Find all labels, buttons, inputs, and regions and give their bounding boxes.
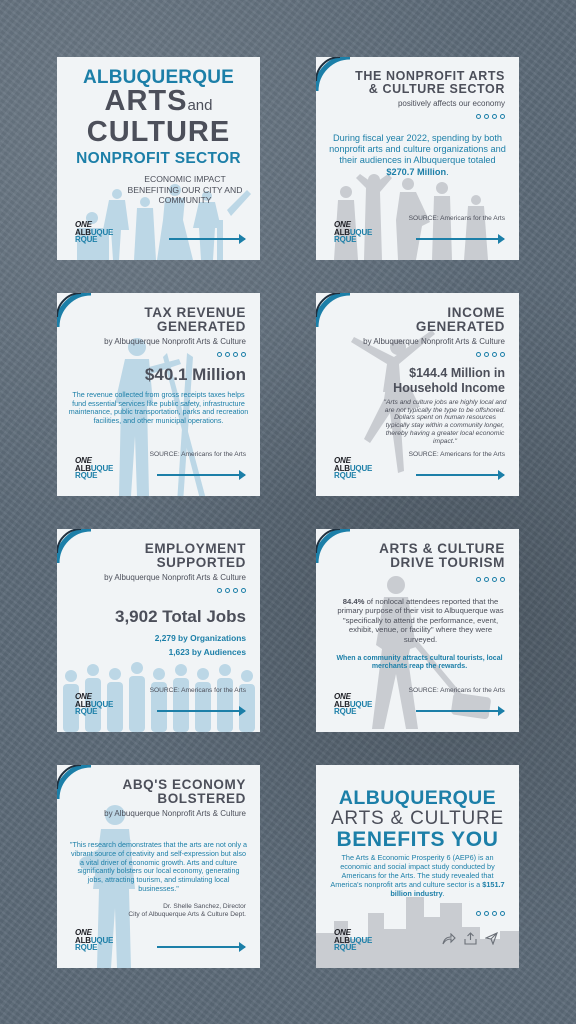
title-albuquerque: ALBUQUERQUE bbox=[82, 67, 235, 88]
arrow-right-icon[interactable] bbox=[416, 706, 504, 716]
one-albuquerque-logo: ONE ALBUQUE RQUE bbox=[75, 692, 114, 717]
source-text: SOURCE: Americans for the Arts bbox=[408, 451, 505, 458]
card-title: INCOME GENERATED bbox=[415, 305, 505, 334]
pagination-dots-icon bbox=[476, 114, 505, 119]
household-income-amount: $144.4 Million in Household Income bbox=[393, 366, 505, 395]
one-albuquerque-logo: ONE ALBUQUE RQUE bbox=[334, 220, 373, 245]
director-quote: "This research demonstrates that the arts are not only a vibrant source of creativity and self-expression but also a vital driver of economic growth. Arts and culture significantly bolsters our local economy, generating jobs, attracting tourism, and stimulating local businesses." bbox=[69, 840, 248, 893]
title-arts-culture: ARTS & CULTURE bbox=[330, 808, 505, 829]
jobs-breakdown: 2,279 by Organizations 1,623 by Audiences bbox=[154, 633, 246, 658]
card-benefits-you[interactable] bbox=[316, 765, 519, 968]
arrow-right-icon[interactable] bbox=[157, 706, 245, 716]
card-subtitle: by Albuquerque Nonprofit Arts & Culture bbox=[363, 337, 505, 346]
pagination-dots-icon bbox=[217, 588, 246, 593]
card-body: The revenue collected from gross receipts taxes helps fund essential services like public safety, infrastructure maintenance, public transportation, parks and recreation facilities, and other municipal operations. bbox=[68, 390, 249, 425]
arrow-right-icon[interactable] bbox=[157, 470, 245, 480]
card-subtitle: by Albuquerque Nonprofit Arts & Culture bbox=[104, 337, 246, 346]
one-albuquerque-logo: ONE ALBUQUE RQUE bbox=[75, 456, 114, 481]
source-text: SOURCE: Americans for the Arts bbox=[408, 687, 505, 694]
arc-corner-icon bbox=[57, 529, 93, 565]
pagination-dots-icon bbox=[217, 352, 246, 357]
one-albuquerque-logo: ONE ALBUQUE RQUE bbox=[75, 928, 114, 953]
source-text: SOURCE: Americans for the Arts bbox=[149, 451, 246, 458]
card-tourism[interactable] bbox=[316, 529, 519, 732]
title-nonprofit-sector: NONPROFIT SECTOR bbox=[76, 150, 241, 167]
card-title: TAX REVENUE GENERATED bbox=[144, 305, 246, 334]
arrow-right-icon[interactable] bbox=[157, 942, 245, 952]
title-albuquerque: ALBUQUERQUE bbox=[338, 787, 497, 809]
card-title: THE NONPROFIT ARTS & CULTURE SECTOR bbox=[355, 69, 505, 96]
arc-corner-icon bbox=[316, 529, 352, 565]
card-title: EMPLOYMENT SUPPORTED bbox=[144, 541, 246, 570]
card-subtitle: by Albuquerque Nonprofit Arts & Culture bbox=[104, 573, 246, 582]
title-benefits-you: BENEFITS YOU bbox=[336, 828, 499, 851]
arc-corner-icon bbox=[316, 57, 352, 93]
card-tax-revenue[interactable] bbox=[57, 293, 260, 496]
arrow-right-icon[interactable] bbox=[169, 234, 245, 244]
tax-revenue-amount: $40.1 Million bbox=[144, 365, 246, 384]
arrow-right-icon[interactable] bbox=[416, 234, 504, 244]
tourism-stat: 84.4% of nonlocal attendees reported that the primary purpose of their visit to Albuquerque was "specifically to attend the performance, event, exhibit, venue, or facility" where they were surveyed. bbox=[337, 597, 504, 644]
card-nonprofit-sector[interactable] bbox=[316, 57, 519, 260]
title-culture: CULTURE bbox=[86, 116, 231, 148]
aep6-description: The Arts & Economic Prosperity 6 (AEP6) is an economic and social impact study conducted by Americans for the Arts. The study revealed that America's nonprofit arts and culture sector is a $151.7 billion industry. bbox=[330, 853, 505, 898]
send-icon[interactable] bbox=[485, 932, 498, 945]
card-income-generated[interactable] bbox=[316, 293, 519, 496]
card-title: ABQ'S ECONOMY BOLSTERED bbox=[122, 777, 246, 806]
card-title: ARTS & CULTURE DRIVE TOURISM bbox=[379, 541, 505, 570]
card-economy-bolstered[interactable] bbox=[57, 765, 260, 968]
one-albuquerque-logo: ONE ALBUQUE RQUE bbox=[334, 456, 373, 481]
card-subtitle: by Albuquerque Nonprofit Arts & Culture bbox=[104, 809, 246, 818]
one-albuquerque-logo: ONE ALBUQUE RQUE bbox=[334, 928, 373, 953]
arc-corner-icon bbox=[57, 293, 93, 329]
source-text: SOURCE: Americans for the Arts bbox=[408, 215, 505, 222]
pagination-dots-icon bbox=[476, 911, 505, 916]
share-icon[interactable] bbox=[442, 933, 456, 945]
one-albuquerque-logo: ONE ALBUQUE RQUE bbox=[334, 692, 373, 717]
pagination-dots-icon bbox=[476, 577, 505, 582]
source-text: SOURCE: Americans for the Arts bbox=[149, 687, 246, 694]
card-employment[interactable] bbox=[57, 529, 260, 732]
income-quote: "Arts and culture jobs are highly local and are not typically the type to be offshored. Dollars spent on human resources typically stay within a community longer, thereby having a greater local economic impact." bbox=[383, 399, 507, 445]
total-jobs: 3,902 Total Jobs bbox=[114, 607, 246, 626]
title-arts: ARTSand bbox=[104, 85, 213, 117]
subtitle-economic-impact: ECONOMIC IMPACT BENEFITING OUR CITY AND COMMUNITY bbox=[127, 174, 243, 206]
quote-attribution: Dr. Shelle Sanchez, Director City of Albuquerque Arts & Culture Dept. bbox=[128, 903, 246, 919]
card-arts-culture-intro[interactable] bbox=[57, 57, 260, 260]
card-body: During fiscal year 2022, spending by both nonprofit arts and culture organizations and their audiences in Albuquerque totaled $270.7 Million. bbox=[329, 133, 506, 177]
tourism-callout: When a community attracts cultural tourists, local merchants reap the rewards. bbox=[336, 655, 503, 671]
pagination-dots-icon bbox=[476, 352, 505, 357]
upload-icon[interactable] bbox=[464, 932, 477, 945]
card-subtitle: positively affects our economy bbox=[397, 99, 505, 108]
arrow-right-icon[interactable] bbox=[416, 470, 504, 480]
one-albuquerque-logo: ONE ALBUQUE RQUE bbox=[75, 220, 114, 245]
